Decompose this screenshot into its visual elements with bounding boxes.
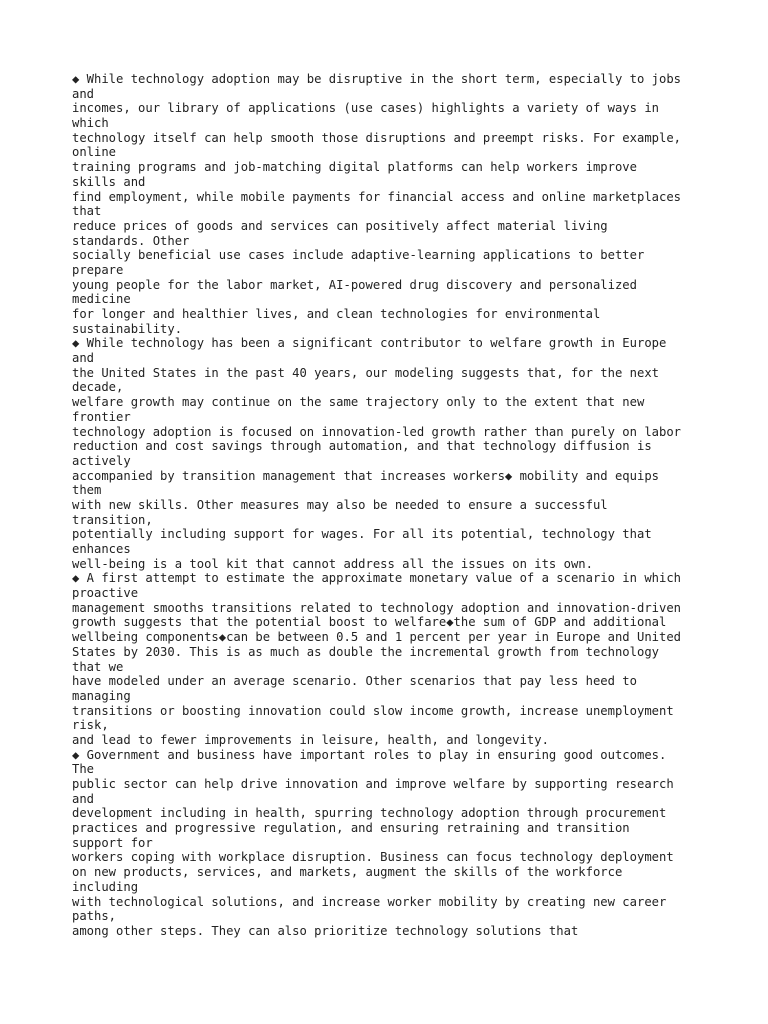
text-line: which bbox=[72, 116, 109, 131]
text-line: wellbeing components◆can be between 0.5 and 1 percent per year in Europe and United bbox=[72, 630, 682, 645]
document-page bbox=[72, 72, 712, 939]
text-line: ◆ While technology adoption may be disruptive in the short term, especially to jobs bbox=[72, 72, 682, 86]
text-line: for longer and healthier lives, and clean technologies for environmental bbox=[72, 307, 601, 321]
text-line: managing bbox=[72, 688, 131, 703]
text-line: young people for the labor market, AI-powered drug discovery and personalized bbox=[72, 277, 637, 292]
text-line: including bbox=[72, 879, 139, 894]
text-line: support for bbox=[72, 835, 153, 850]
text-line: ◆ A first attempt to estimate the approximate monetary value of a scenario in which bbox=[72, 571, 682, 586]
text-line: with technological solutions, and increase worker mobility by creating new career bbox=[72, 894, 667, 909]
text-line: frontier bbox=[72, 409, 131, 424]
text-line: incomes, our library of applications (use cases) highlights a variety of ways in bbox=[72, 101, 659, 116]
text-line: standards. Other bbox=[72, 233, 190, 248]
text-line: paths, bbox=[72, 909, 117, 924]
text-line: The bbox=[72, 762, 95, 777]
text-line: actively bbox=[72, 453, 131, 468]
text-line: have modeled under an average scenario. Other scenarios that pay less heed to bbox=[72, 674, 637, 689]
text-line: management smooths transitions related to technology adoption and innovation-driven bbox=[72, 600, 682, 615]
text-line: risk, bbox=[72, 718, 109, 733]
text-line: workers coping with workplace disruption. Business can focus technology deployment bbox=[72, 850, 674, 865]
text-line: States by 2030. This is as much as double the incremental growth from technology bbox=[72, 644, 659, 659]
text-line: and bbox=[72, 791, 95, 806]
text-line: sustainability. bbox=[72, 321, 183, 336]
text-line: technology adoption is focused on innovation-led growth rather than purely on labor bbox=[72, 424, 682, 439]
text-line: and bbox=[72, 351, 95, 366]
text-line: that bbox=[72, 204, 102, 219]
text-line: among other steps. They can also prioritize technology solutions that bbox=[72, 923, 579, 938]
text-line: public sector can help drive innovation and improve welfare by supporting research bbox=[72, 777, 674, 791]
text-line: well-being is a tool kit that cannot address all the issues on its own. bbox=[72, 556, 593, 571]
text-line: find employment, while mobile payments for financial access and online marketplaces bbox=[72, 189, 682, 204]
text-line: on new products, services, and markets, augment the skills of the workforce bbox=[72, 865, 623, 880]
text-line: online bbox=[72, 145, 117, 160]
text-line: technology itself can help smooth those disruptions and preempt risks. For example, bbox=[72, 130, 682, 145]
text-line: them bbox=[72, 483, 102, 498]
text-line: practices and progressive regulation, and ensuring retraining and transition bbox=[72, 821, 630, 836]
text-line: and lead to fewer improvements in leisure, health, and longevity. bbox=[72, 732, 549, 747]
text-line: growth suggests that the potential boost to welfare◆the sum of GDP and additional bbox=[72, 615, 667, 630]
text-line: reduction and cost savings through automation, and that technology diffusion is bbox=[72, 439, 652, 454]
text-line: that we bbox=[72, 659, 124, 674]
text-line: and bbox=[72, 86, 95, 101]
text-line: welfare growth may continue on the same trajectory only to the extent that new bbox=[72, 395, 645, 410]
text-line: ◆ While technology has been a significant contributor to welfare growth in Europe bbox=[72, 336, 667, 351]
text-line: development including in health, spurring technology adoption through procurement bbox=[72, 806, 667, 821]
text-line: the United States in the past 40 years, our modeling suggests that, for the next bbox=[72, 365, 659, 380]
text-line: prepare bbox=[72, 262, 124, 277]
text-line: reduce prices of goods and services can positively affect material living bbox=[72, 218, 608, 233]
text-line: ◆ Government and business have important roles to play in ensuring good outcomes. bbox=[72, 747, 667, 762]
text-line: with new skills. Other measures may also be needed to ensure a successful bbox=[72, 497, 608, 512]
text-line: enhances bbox=[72, 542, 131, 556]
text-line: medicine bbox=[72, 292, 131, 307]
text-line: decade, bbox=[72, 380, 124, 395]
text-line: training programs and job-matching digital platforms can help workers improve bbox=[72, 160, 637, 175]
text-line: transitions or boosting innovation could slow income growth, increase unemployment bbox=[72, 703, 674, 718]
text-line: socially beneficial use cases include adaptive-learning applications to better bbox=[72, 248, 645, 263]
text-line: potentially including support for wages. For all its potential, technology that bbox=[72, 527, 652, 542]
text-line: transition, bbox=[72, 512, 153, 527]
text-line: proactive bbox=[72, 586, 139, 601]
text-line: skills and bbox=[72, 174, 146, 189]
text-line: accompanied by transition management that increases workers◆ mobility and equips bbox=[72, 468, 659, 483]
